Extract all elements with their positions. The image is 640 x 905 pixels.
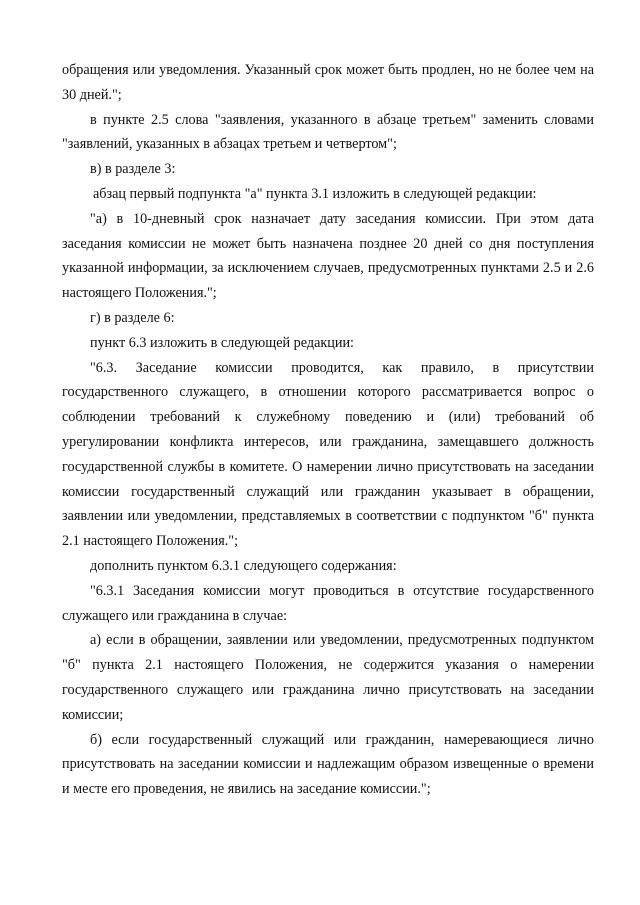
paragraph-item-a: "а) в 10-дневный срок назначает дату заседания комиссии. При этом дата заседания комиссии не может быть назначена позднее 20 дней со дня поступления указанной информации, за исключением случаев, предусмотренных пунктами 2.5 и 2.6 настоящего Положения."; bbox=[62, 210, 594, 302]
paragraph-item-6-3: "6.3. Заседание комиссии проводится, как правило, в присутствии государственного служащего, в отношении которого рассматривается вопрос о соблюдении требований к служебному поведению и (или) требований об урегулировании конфликта интересов, или гражданина, замещавшего должность государственной службы в комитете. О намерении лично присутствовать на заседании комиссии государственный служащий или гражданин указывает в обращении, заявлении или уведомлении, представляемых в соответствии с подпунктом "б" пункта 2.1 настоящего Положения."; bbox=[62, 359, 594, 550]
paragraph-item-6-3-intro: пункт 6.3 изложить в следующей редакции: bbox=[90, 334, 354, 351]
paragraph-item-6-3-1-intro: дополнить пунктом 6.3.1 следующего содержания: bbox=[90, 557, 397, 574]
paragraph-section-3: в) в разделе 3: bbox=[90, 161, 176, 178]
paragraph-continuation: обращения или уведомления. Указанный срок может быть продлен, но не более чем на 30 дней."; bbox=[62, 62, 594, 103]
paragraph-case-b: б) если государственный служащий или гражданин, намеревающиеся лично присутствовать на заседании комиссии и надлежащим образом извещенные о времени и месте его проведения, не явились на заседание комиссии."; bbox=[62, 731, 594, 798]
paragraph-item-2-5: в пункте 2.5 слова "заявления, указанного в абзаце третьем" заменить словами "заявлений, указанных в абзацах третьем и четвертом"; bbox=[62, 111, 594, 153]
document-page bbox=[62, 58, 594, 802]
paragraph-item-6-3-1: "6.3.1 Заседания комиссии могут проводиться в отсутствие государственного служащего или гражданина в случае: bbox=[62, 582, 594, 624]
paragraph-section-6: г) в разделе 6: bbox=[90, 309, 175, 326]
paragraph-subitem-3-1: абзац первый подпункта "а" пункта 3.1 изложить в следующей редакции: bbox=[93, 185, 537, 202]
paragraph-case-a: а) если в обращении, заявлении или уведомлении, предусмотренных подпунктом "б" пункта 2.1 настоящего Положения, не содержится указания о намерении государственного служащего или гражданина лично присутствовать на заседании комиссии; bbox=[62, 632, 594, 723]
